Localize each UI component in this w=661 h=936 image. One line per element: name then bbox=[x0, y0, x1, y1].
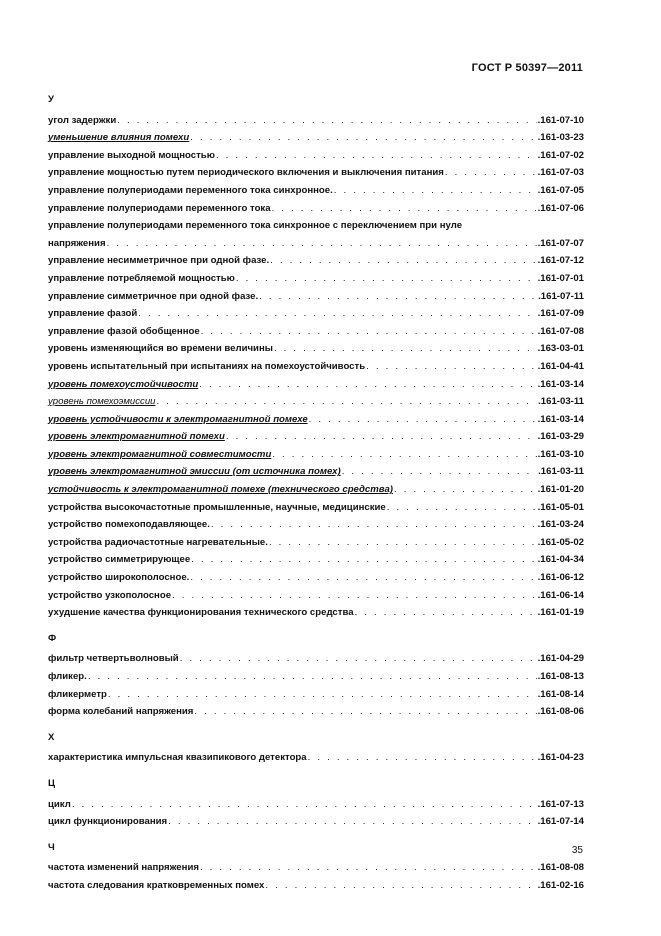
section-letter: У bbox=[48, 94, 54, 105]
index-entry bbox=[48, 340, 584, 358]
leader-dots bbox=[334, 182, 537, 200]
leader-dots bbox=[191, 551, 536, 569]
leader-dots bbox=[272, 446, 536, 464]
entry-term: уровень изменяющийся во времени величины bbox=[48, 343, 273, 355]
index-entry bbox=[48, 877, 584, 895]
entry-term: уровень электромагнитной эмиссии (от источника помех) bbox=[48, 466, 341, 478]
entry-code: .161-07-13 bbox=[537, 798, 584, 810]
entry-term: управление фазой bbox=[48, 308, 138, 320]
entry-term: уровень помехоустойчивости bbox=[48, 378, 199, 390]
entry-code: .161-03-10 bbox=[537, 448, 584, 460]
entry-code: .161-08-13 bbox=[537, 671, 584, 682]
entry-code: .161-05-02 bbox=[537, 536, 584, 548]
entry-term: управление фазой обобщенное bbox=[48, 325, 200, 337]
index-entry bbox=[48, 650, 584, 668]
entry-code: .161-07-07 bbox=[537, 237, 584, 249]
index-entry bbox=[48, 270, 584, 288]
index-entry bbox=[48, 668, 584, 686]
leader-dots bbox=[445, 164, 537, 182]
leader-dots bbox=[387, 499, 537, 517]
leader-dots bbox=[236, 270, 537, 288]
entry-term: частота изменений напряжения bbox=[48, 862, 199, 874]
leader-dots bbox=[270, 252, 536, 270]
entry-code: .161-01-19 bbox=[537, 607, 584, 619]
entry-line bbox=[48, 235, 584, 253]
document-header: ГОСТ Р 50397—2011 bbox=[471, 62, 583, 74]
entry-term: форма колебаний напряжения bbox=[48, 706, 194, 718]
entry-code: .161-04-23 bbox=[537, 752, 584, 764]
entry-term: частота следования кратковременных помех bbox=[48, 879, 265, 891]
leader-dots bbox=[194, 703, 536, 721]
entry-term: цикл bbox=[48, 798, 71, 810]
entry-term: управление полупериодами переменного тока синхронное с переключением при нуле bbox=[48, 220, 463, 232]
entry-code: .161-03-29 bbox=[537, 431, 584, 443]
entry-code: .161-03-23 bbox=[537, 132, 584, 144]
entry-code: .161-07-06 bbox=[537, 202, 584, 214]
index-entry bbox=[48, 305, 584, 323]
entry-code: .161-07-14 bbox=[537, 816, 584, 828]
index-entry bbox=[48, 813, 584, 831]
entry-term: управление несимметричное при одной фазе. bbox=[48, 255, 270, 267]
index-entry bbox=[48, 516, 584, 534]
entry-term: управление мощностью путем периодического включения и выключения питания bbox=[48, 167, 444, 179]
entry-term: характеристика импульсная квазипикового детектора bbox=[48, 752, 307, 764]
index-entry bbox=[48, 446, 584, 464]
entry-code: .163-03-01 bbox=[537, 343, 584, 355]
entry-code: .161-05-01 bbox=[537, 501, 584, 513]
leader-dots bbox=[394, 481, 537, 499]
entry-term: управление выходной мощностью bbox=[48, 149, 215, 161]
index-entry bbox=[48, 481, 584, 499]
entry-term: уровень помехоэмиссии bbox=[48, 396, 156, 408]
entry-term: устройство узкополосное bbox=[48, 589, 172, 601]
leader-dots bbox=[172, 587, 537, 605]
leader-dots bbox=[269, 534, 537, 552]
entry-code: .161-01-20 bbox=[537, 484, 584, 496]
entry-code: .161-07-03 bbox=[537, 167, 584, 179]
index-entry bbox=[48, 164, 584, 182]
section-gap bbox=[48, 622, 584, 630]
leader-dots bbox=[201, 323, 537, 341]
leader-dots bbox=[157, 393, 538, 411]
entry-code: .161-08-06 bbox=[537, 706, 584, 718]
leader-dots bbox=[272, 200, 537, 218]
index-entry bbox=[48, 129, 584, 147]
entry-code: .161-07-05 bbox=[537, 184, 584, 196]
index-entry bbox=[48, 200, 584, 218]
section-gap bbox=[48, 767, 584, 775]
entry-term: уровень электромагнитной помехи bbox=[48, 431, 225, 443]
index-entry bbox=[48, 604, 584, 622]
leader-dots bbox=[308, 749, 537, 767]
leader-dots bbox=[342, 463, 537, 481]
entry-code: .161-07-02 bbox=[537, 149, 584, 161]
entry-code: .161-04-41 bbox=[537, 360, 584, 372]
entry-term: уровень электромагнитной совместимости bbox=[48, 448, 272, 460]
entry-code: .161-07-11 bbox=[538, 290, 584, 302]
index-entry bbox=[48, 252, 584, 270]
entry-code: .161-03-11 bbox=[538, 466, 584, 478]
section-letter: Ц bbox=[48, 777, 56, 789]
entry-term: ухудшение качества функционирования технического средства bbox=[48, 607, 354, 619]
index-entry bbox=[48, 569, 584, 587]
leader-dots bbox=[190, 569, 536, 587]
leader-dots bbox=[117, 112, 536, 130]
entry-code: .161-07-09 bbox=[537, 308, 584, 320]
leader-dots bbox=[309, 411, 537, 429]
entry-term-continued: напряжения bbox=[48, 237, 106, 249]
index-entry bbox=[48, 182, 584, 200]
entry-term: фликерметр bbox=[48, 688, 107, 700]
entry-code: .161-06-12 bbox=[537, 572, 584, 584]
index-entry bbox=[48, 393, 584, 411]
entry-term: уровень устойчивости к электромагнитной помехе bbox=[48, 413, 308, 425]
entry-code: .161-07-08 bbox=[537, 325, 584, 337]
entry-code: .161-07-10 bbox=[537, 114, 584, 126]
entry-term: управление полупериодами переменного тока bbox=[48, 202, 271, 214]
index-entry bbox=[48, 323, 584, 341]
entry-code: .161-03-11 bbox=[538, 396, 584, 408]
leader-dots bbox=[216, 147, 537, 165]
index-content bbox=[48, 91, 584, 895]
leader-dots bbox=[88, 668, 537, 686]
section-letter: Х bbox=[48, 731, 55, 743]
entry-code: .161-08-08 bbox=[537, 862, 584, 874]
leader-dots bbox=[138, 305, 536, 323]
entry-code: .161-03-14 bbox=[537, 413, 584, 425]
index-entry bbox=[48, 411, 584, 429]
entry-code: .161-04-34 bbox=[537, 554, 584, 566]
entry-term: устройство широкополосное. bbox=[48, 572, 190, 584]
index-entry bbox=[48, 499, 584, 517]
section-gap bbox=[48, 831, 584, 839]
entry-term: уровень испытательный при испытаниях на помехоустойчивость bbox=[48, 360, 366, 372]
index-entry bbox=[48, 749, 584, 767]
entry-code: .161-07-01 bbox=[537, 272, 584, 284]
index-entry bbox=[48, 796, 584, 814]
index-entry bbox=[48, 112, 584, 130]
leader-dots bbox=[200, 859, 537, 877]
entry-code: .161-07-12 bbox=[537, 255, 584, 267]
section-gap bbox=[48, 721, 584, 729]
entry-code: .161-08-14 bbox=[537, 688, 584, 700]
index-entry bbox=[48, 147, 584, 165]
entry-term: устройства высокочастотные промышленные, научные, медицинские bbox=[48, 501, 386, 513]
entry-term: цикл функционирования bbox=[48, 816, 168, 828]
entry-term: уменьшение влияния помехи bbox=[48, 132, 190, 144]
entry-term: фликер. bbox=[48, 671, 87, 682]
leader-dots bbox=[366, 358, 536, 376]
index-entry bbox=[48, 859, 584, 877]
leader-dots bbox=[211, 516, 537, 534]
entry-term: управление потребляемой мощностью bbox=[48, 272, 235, 284]
entry-code: .161-03-24 bbox=[537, 519, 584, 531]
entry-term: устойчивость к электромагнитной помехе (технического средства) bbox=[48, 484, 393, 496]
entry-code: .161-03-14 bbox=[537, 378, 584, 390]
index-entry bbox=[48, 686, 584, 704]
leader-dots bbox=[226, 428, 537, 446]
index-entry bbox=[48, 587, 584, 605]
index-entry bbox=[48, 376, 584, 394]
leader-dots bbox=[274, 340, 537, 358]
entry-term: управление полупериодами переменного тока синхронное. bbox=[48, 184, 333, 196]
index-entry bbox=[48, 288, 584, 306]
leader-dots bbox=[168, 813, 536, 831]
leader-dots bbox=[108, 686, 537, 704]
index-entry bbox=[48, 463, 584, 481]
index-entry bbox=[48, 551, 584, 569]
leader-dots bbox=[107, 235, 537, 253]
entry-term: угол задержки bbox=[48, 114, 117, 126]
entry-term: устройства радиочастотные нагревательные. bbox=[48, 536, 268, 548]
leader-dots bbox=[259, 288, 537, 306]
leader-dots bbox=[265, 877, 536, 895]
leader-dots bbox=[355, 604, 537, 622]
page-number: 35 bbox=[571, 845, 583, 856]
entry-code: .161-04-29 bbox=[537, 653, 584, 665]
index-entry bbox=[48, 358, 584, 376]
section-letter: Ф bbox=[48, 632, 57, 644]
entry-term: устройство помехоподавляющее. bbox=[48, 519, 210, 531]
index-entry bbox=[48, 534, 584, 552]
section-letter: Ч bbox=[48, 841, 55, 853]
index-entry bbox=[48, 703, 584, 721]
entry-term: устройство симметрирующее bbox=[48, 554, 191, 566]
leader-dots bbox=[180, 650, 537, 668]
entry-code: .161-02-16 bbox=[537, 879, 584, 891]
entry-code: .161-06-14 bbox=[537, 589, 584, 601]
index-entry bbox=[48, 217, 584, 252]
entry-term: фильтр четвертьволновый bbox=[48, 653, 179, 665]
leader-dots bbox=[190, 129, 536, 147]
entry-term: управление симметричное при одной фазе. bbox=[48, 290, 259, 302]
index-entry bbox=[48, 428, 584, 446]
leader-dots bbox=[199, 376, 536, 394]
leader-dots bbox=[72, 796, 537, 814]
